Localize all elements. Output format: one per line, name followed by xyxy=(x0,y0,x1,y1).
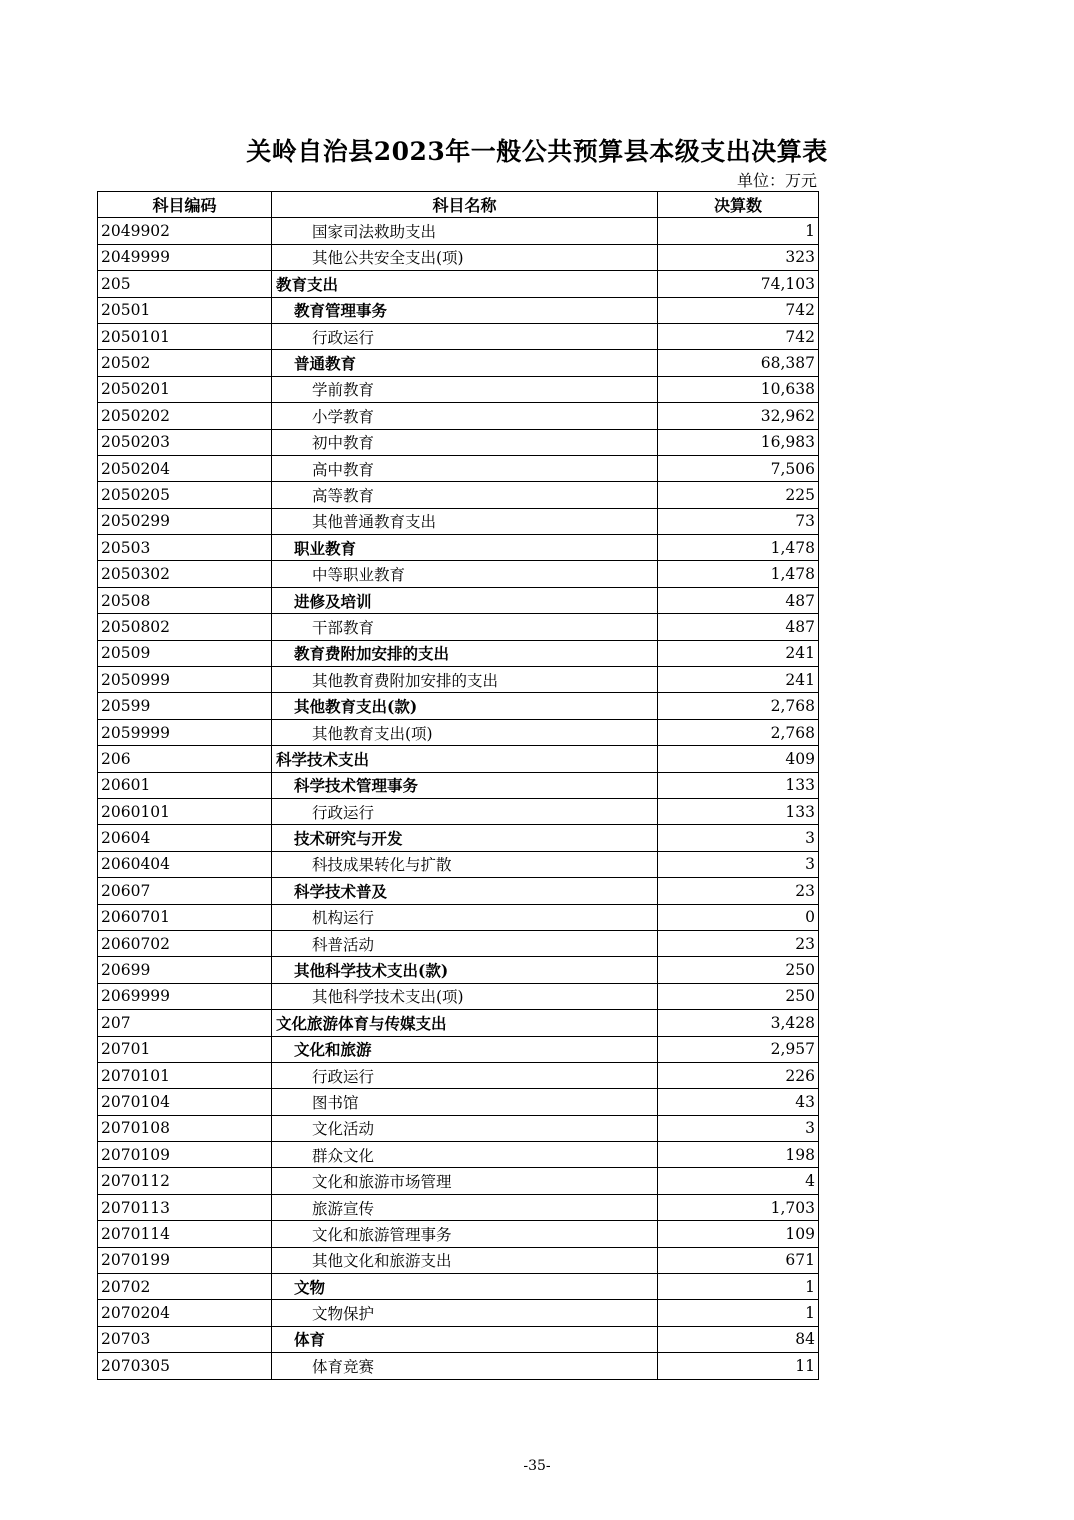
subject-name-cell: 文化和旅游市场管理 xyxy=(272,1168,658,1194)
table-row xyxy=(98,1062,819,1088)
amount-cell: 241 xyxy=(658,667,819,693)
amount-cell: 133 xyxy=(658,772,819,798)
table-row xyxy=(98,508,819,534)
amount-cell: 10,638 xyxy=(658,376,819,402)
subject-name-cell: 文化和旅游管理事务 xyxy=(272,1221,658,1247)
table-row xyxy=(98,1010,819,1036)
subject-code-cell: 2060101 xyxy=(98,798,272,824)
subject-name-cell: 职业教育 xyxy=(272,535,658,561)
amount-cell: 23 xyxy=(658,930,819,956)
subject-code-cell: 2050203 xyxy=(98,429,272,455)
table-row xyxy=(98,904,819,930)
subject-name-cell: 其他教育费附加安排的支出 xyxy=(272,667,658,693)
amount-cell: 0 xyxy=(658,904,819,930)
table-row xyxy=(98,218,819,244)
subject-name-cell: 教育管理事务 xyxy=(272,297,658,323)
page-title: 关岭自治县2023年一般公共预算县本级支出决算表 xyxy=(246,137,828,166)
table-row xyxy=(98,1142,819,1168)
amount-cell: 198 xyxy=(658,1142,819,1168)
amount-cell: 250 xyxy=(658,957,819,983)
subject-name-cell: 科普活动 xyxy=(272,930,658,956)
subject-name-cell: 学前教育 xyxy=(272,376,658,402)
subject-name-cell: 行政运行 xyxy=(272,1062,658,1088)
amount-cell: 84 xyxy=(658,1326,819,1352)
amount-cell: 3 xyxy=(658,1115,819,1141)
table-row xyxy=(98,640,819,666)
amount-cell: 43 xyxy=(658,1089,819,1115)
amount-cell: 2,957 xyxy=(658,1036,819,1062)
subject-name-cell: 进修及培训 xyxy=(272,587,658,613)
amount-cell: 1 xyxy=(658,1274,819,1300)
subject-name-cell: 文物保护 xyxy=(272,1300,658,1326)
expenditure-table xyxy=(97,191,819,1380)
amount-cell: 3 xyxy=(658,825,819,851)
subject-code-cell: 2049902 xyxy=(98,218,272,244)
table-row xyxy=(98,271,819,297)
table-row xyxy=(98,983,819,1009)
subject-code-cell: 20699 xyxy=(98,957,272,983)
amount-cell: 109 xyxy=(658,1221,819,1247)
table-row xyxy=(98,1036,819,1062)
subject-code-cell: 206 xyxy=(98,746,272,772)
subject-code-cell: 205 xyxy=(98,271,272,297)
table-row xyxy=(98,772,819,798)
table-row xyxy=(98,429,819,455)
subject-name-cell: 初中教育 xyxy=(272,429,658,455)
subject-code-cell: 2049999 xyxy=(98,244,272,270)
amount-cell: 11 xyxy=(658,1353,819,1379)
table-header-row xyxy=(98,192,819,218)
subject-code-cell: 2070108 xyxy=(98,1115,272,1141)
subject-code-cell: 2050299 xyxy=(98,508,272,534)
amount-cell: 3 xyxy=(658,851,819,877)
amount-cell: 323 xyxy=(658,244,819,270)
subject-code-cell: 2050101 xyxy=(98,323,272,349)
table-row xyxy=(98,719,819,745)
table-row xyxy=(98,798,819,824)
amount-cell: 2,768 xyxy=(658,693,819,719)
amount-cell: 742 xyxy=(658,297,819,323)
table-row xyxy=(98,455,819,481)
subject-name-cell: 其他科学技术支出(款) xyxy=(272,957,658,983)
table-row xyxy=(98,1089,819,1115)
table-row xyxy=(98,587,819,613)
subject-code-cell: 20701 xyxy=(98,1036,272,1062)
subject-name-cell: 高等教育 xyxy=(272,482,658,508)
subject-name-cell: 其他教育支出(款) xyxy=(272,693,658,719)
subject-code-cell: 2060702 xyxy=(98,930,272,956)
amount-cell: 2,768 xyxy=(658,719,819,745)
table-row xyxy=(98,1221,819,1247)
subject-code-cell: 2050204 xyxy=(98,455,272,481)
subject-code-cell: 2050302 xyxy=(98,561,272,587)
subject-code-cell: 20508 xyxy=(98,587,272,613)
header-name: 科目名称 xyxy=(272,192,658,218)
subject-code-cell: 2050802 xyxy=(98,614,272,640)
subject-name-cell: 行政运行 xyxy=(272,323,658,349)
amount-cell: 742 xyxy=(658,323,819,349)
subject-code-cell: 2070199 xyxy=(98,1247,272,1273)
subject-code-cell: 2070114 xyxy=(98,1221,272,1247)
subject-name-cell: 行政运行 xyxy=(272,798,658,824)
header-amount: 决算数 xyxy=(658,192,819,218)
amount-cell: 1,703 xyxy=(658,1194,819,1220)
subject-name-cell: 技术研究与开发 xyxy=(272,825,658,851)
subject-code-cell: 2059999 xyxy=(98,719,272,745)
subject-code-cell: 2070104 xyxy=(98,1089,272,1115)
amount-cell: 133 xyxy=(658,798,819,824)
table-row xyxy=(98,350,819,376)
subject-code-cell: 2060404 xyxy=(98,851,272,877)
subject-code-cell: 2050999 xyxy=(98,667,272,693)
amount-cell: 250 xyxy=(658,983,819,1009)
table-row xyxy=(98,376,819,402)
subject-code-cell: 20599 xyxy=(98,693,272,719)
subject-name-cell: 高中教育 xyxy=(272,455,658,481)
table-row xyxy=(98,1300,819,1326)
subject-code-cell: 20601 xyxy=(98,772,272,798)
subject-name-cell: 教育支出 xyxy=(272,271,658,297)
table-row xyxy=(98,561,819,587)
table-row xyxy=(98,1168,819,1194)
subject-code-cell: 2070109 xyxy=(98,1142,272,1168)
subject-name-cell: 科技成果转化与扩散 xyxy=(272,851,658,877)
subject-name-cell: 中等职业教育 xyxy=(272,561,658,587)
amount-cell: 1 xyxy=(658,218,819,244)
table-row xyxy=(98,403,819,429)
subject-name-cell: 科学技术支出 xyxy=(272,746,658,772)
amount-cell: 1,478 xyxy=(658,561,819,587)
table-row xyxy=(98,1326,819,1352)
subject-name-cell: 普通教育 xyxy=(272,350,658,376)
subject-code-cell: 20604 xyxy=(98,825,272,851)
subject-code-cell: 2060701 xyxy=(98,904,272,930)
subject-name-cell: 干部教育 xyxy=(272,614,658,640)
amount-cell: 3,428 xyxy=(658,1010,819,1036)
table-row xyxy=(98,1247,819,1273)
subject-code-cell: 2050202 xyxy=(98,403,272,429)
amount-cell: 1 xyxy=(658,1300,819,1326)
table-body xyxy=(98,218,819,1379)
amount-cell: 73 xyxy=(658,508,819,534)
table-row xyxy=(98,535,819,561)
table-row xyxy=(98,1274,819,1300)
table-row xyxy=(98,614,819,640)
amount-cell: 74,103 xyxy=(658,271,819,297)
subject-code-cell: 20503 xyxy=(98,535,272,561)
amount-cell: 32,962 xyxy=(658,403,819,429)
amount-cell: 487 xyxy=(658,587,819,613)
subject-name-cell: 文化活动 xyxy=(272,1115,658,1141)
table-row xyxy=(98,693,819,719)
table-row xyxy=(98,957,819,983)
subject-name-cell: 其他科学技术支出(项) xyxy=(272,983,658,1009)
table-row xyxy=(98,851,819,877)
subject-name-cell: 其他公共安全支出(项) xyxy=(272,244,658,270)
table-row xyxy=(98,825,819,851)
subject-code-cell: 2050201 xyxy=(98,376,272,402)
amount-cell: 1,478 xyxy=(658,535,819,561)
subject-name-cell: 国家司法救助支出 xyxy=(272,218,658,244)
subject-code-cell: 20703 xyxy=(98,1326,272,1352)
table-row xyxy=(98,323,819,349)
subject-name-cell: 机构运行 xyxy=(272,904,658,930)
amount-cell: 7,506 xyxy=(658,455,819,481)
subject-code-cell: 20702 xyxy=(98,1274,272,1300)
subject-code-cell: 2070204 xyxy=(98,1300,272,1326)
amount-cell: 671 xyxy=(658,1247,819,1273)
subject-code-cell: 2070113 xyxy=(98,1194,272,1220)
subject-code-cell: 2070112 xyxy=(98,1168,272,1194)
table-row xyxy=(98,482,819,508)
amount-cell: 226 xyxy=(658,1062,819,1088)
subject-name-cell: 其他文化和旅游支出 xyxy=(272,1247,658,1273)
amount-cell: 16,983 xyxy=(658,429,819,455)
table-row xyxy=(98,1115,819,1141)
amount-cell: 68,387 xyxy=(658,350,819,376)
subject-name-cell: 图书馆 xyxy=(272,1089,658,1115)
subject-name-cell: 文化旅游体育与传媒支出 xyxy=(272,1010,658,1036)
subject-name-cell: 旅游宣传 xyxy=(272,1194,658,1220)
subject-code-cell: 2070305 xyxy=(98,1353,272,1379)
subject-code-cell: 207 xyxy=(98,1010,272,1036)
amount-cell: 225 xyxy=(658,482,819,508)
subject-name-cell: 小学教育 xyxy=(272,403,658,429)
subject-code-cell: 2050205 xyxy=(98,482,272,508)
page-number: -35- xyxy=(523,1458,551,1474)
subject-name-cell: 体育 xyxy=(272,1326,658,1352)
table-row xyxy=(98,667,819,693)
subject-name-cell: 教育费附加安排的支出 xyxy=(272,640,658,666)
subject-code-cell: 20509 xyxy=(98,640,272,666)
subject-name-cell: 文物 xyxy=(272,1274,658,1300)
table-row xyxy=(98,746,819,772)
subject-name-cell: 文化和旅游 xyxy=(272,1036,658,1062)
subject-name-cell: 科学技术普及 xyxy=(272,878,658,904)
subject-name-cell: 其他普通教育支出 xyxy=(272,508,658,534)
table-row xyxy=(98,1353,819,1379)
subject-name-cell: 其他教育支出(项) xyxy=(272,719,658,745)
table-row xyxy=(98,297,819,323)
amount-cell: 241 xyxy=(658,640,819,666)
subject-code-cell: 20502 xyxy=(98,350,272,376)
header-code: 科目编码 xyxy=(98,192,272,218)
subject-code-cell: 2069999 xyxy=(98,983,272,1009)
subject-name-cell: 科学技术管理事务 xyxy=(272,772,658,798)
table-row xyxy=(98,244,819,270)
subject-name-cell: 体育竞赛 xyxy=(272,1353,658,1379)
amount-cell: 487 xyxy=(658,614,819,640)
subject-name-cell: 群众文化 xyxy=(272,1142,658,1168)
subject-code-cell: 20607 xyxy=(98,878,272,904)
unit-label: 单位：万元 xyxy=(736,171,817,190)
subject-code-cell: 20501 xyxy=(98,297,272,323)
amount-cell: 409 xyxy=(658,746,819,772)
amount-cell: 23 xyxy=(658,878,819,904)
table-row xyxy=(98,878,819,904)
amount-cell: 4 xyxy=(658,1168,819,1194)
subject-code-cell: 2070101 xyxy=(98,1062,272,1088)
table-row xyxy=(98,930,819,956)
table-row xyxy=(98,1194,819,1220)
